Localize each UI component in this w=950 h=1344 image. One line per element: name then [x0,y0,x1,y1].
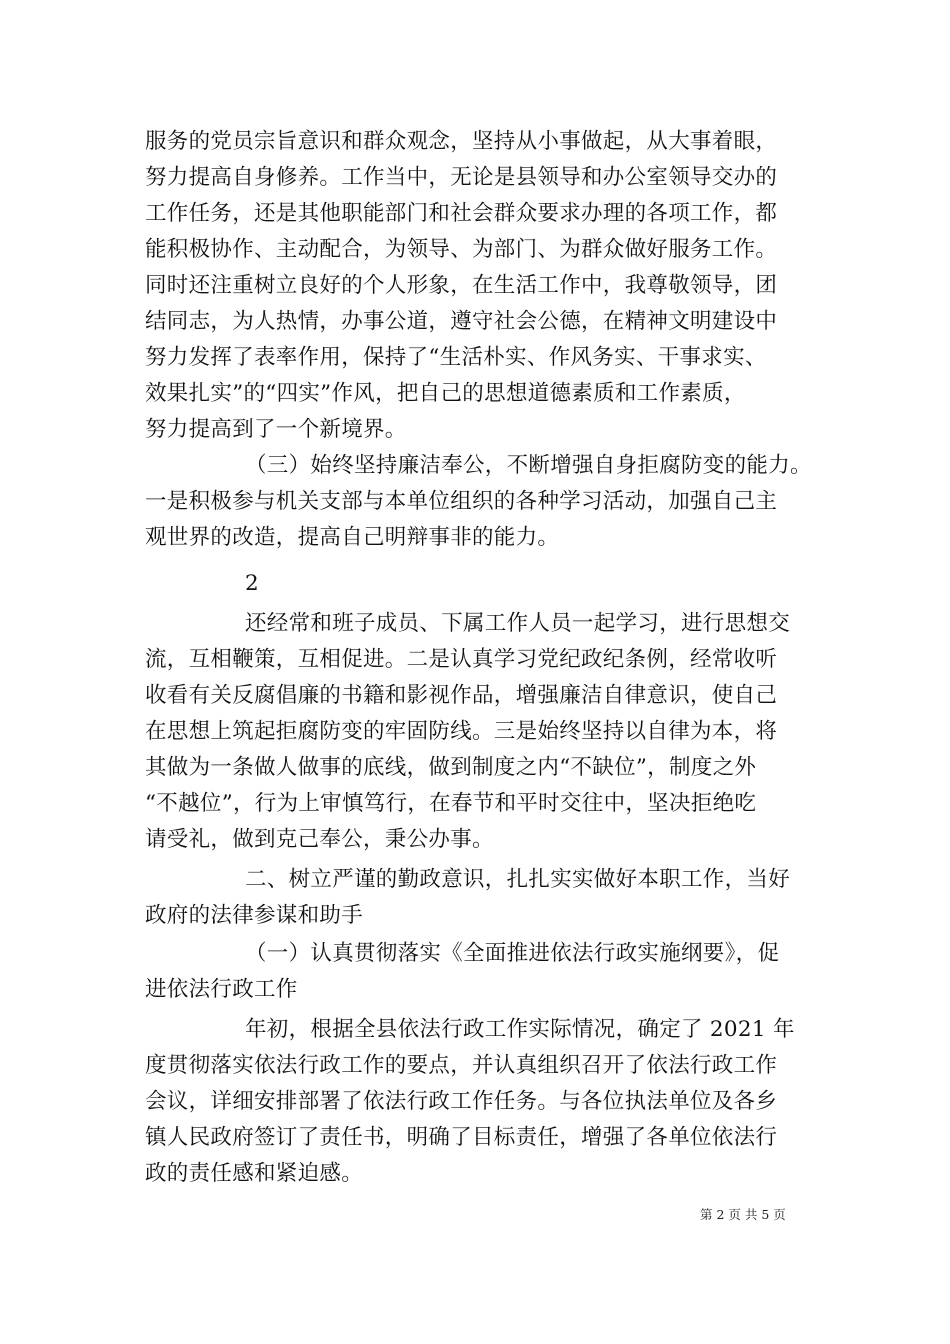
text-line: 工作任务，还是其他职能部门和社会群众要求办理的各项工作，都 [145,201,778,226]
text-line: 其做为一条做人做事的底线，做到制度之内“不缺位”，制度之外 [145,755,757,780]
text-line: 流，互相鞭策，互相促进。二是认真学习党纪政纪条例，经常收听 [145,647,778,672]
subsection-heading: 进依法行政工作 [145,977,298,1002]
text-line: 会议，详细安排部署了依法行政工作任务。与各位执法单位及各乡 [145,1089,778,1114]
text-line: 度贯彻落实依法行政工作的要点，并认真组织召开了依法行政工作 [145,1053,778,1078]
text-line: 在思想上筑起拒腐防变的牢固防线。三是始终坚持以自律为本，将 [145,719,778,744]
text-line: 还经常和班子成员、下属工作人员一起学习，进行思想交 [245,611,791,636]
section-heading: 政府的法律参谋和助手 [145,903,364,928]
page-footer: 第 2 页 共 5 页 [700,1207,786,1222]
text-line: 一是积极参与机关支部与本单位组织的各种学习活动，加强自己主 [145,489,778,514]
text-line: 服务的党员宗旨意识和群众观念，坚持从小事做起，从大事着眼， [145,129,778,154]
text-line: 结同志，为人热情，办事公道，遵守社会公德，在精神文明建设中 [145,309,778,334]
text-line: 努力提高自身修养。工作当中，无论是县领导和办公室领导交办的 [145,165,778,190]
text-line: 同时还注重树立良好的个人形象，在生活工作中，我尊敬领导，团 [145,273,778,298]
section-heading: （三）始终坚持廉洁奉公，不断增强自身拒腐防变的能力。 [245,453,812,478]
text-line: 请受礼，做到克己奉公，秉公办事。 [145,827,494,852]
text-line: 效果扎实”的“四实”作风，把自己的思想道德素质和工作素质， [145,381,746,406]
text-line: “不越位”，行为上审慎笃行，在春节和平时交往中，坚决拒绝吃 [145,791,757,816]
section-heading: 二、树立严谨的勤政意识，扎扎实实做好本职工作，当好 [245,867,791,892]
text-line: 努力发挥了表率作用，保持了“生活朴实、作风务实、干事求实、 [145,345,767,370]
text-line: 年初，根据全县依法行政工作实际情况，确定了 2021 年 [245,1017,795,1042]
text-line: 能积极协作、主动配合，为领导、为部门、为群众做好服务工作。 [145,237,778,262]
text-line: 镇人民政府签订了责任书，明确了目标责任，增强了各单位依法行 [145,1125,778,1150]
text-line: 政的责任感和紧迫感。 [145,1161,364,1186]
text-line: 努力提高到了一个新境界。 [145,417,407,442]
inline-page-number: 2 [245,571,259,596]
text-line: 收看有关反腐倡廉的书籍和影视作品，增强廉洁自律意识，使自己 [145,683,778,708]
subsection-heading: （一）认真贯彻落实《全面推进依法行政实施纲要》，促 [245,941,780,966]
text-line: 观世界的改造，提高自己明辩事非的能力。 [145,525,560,550]
